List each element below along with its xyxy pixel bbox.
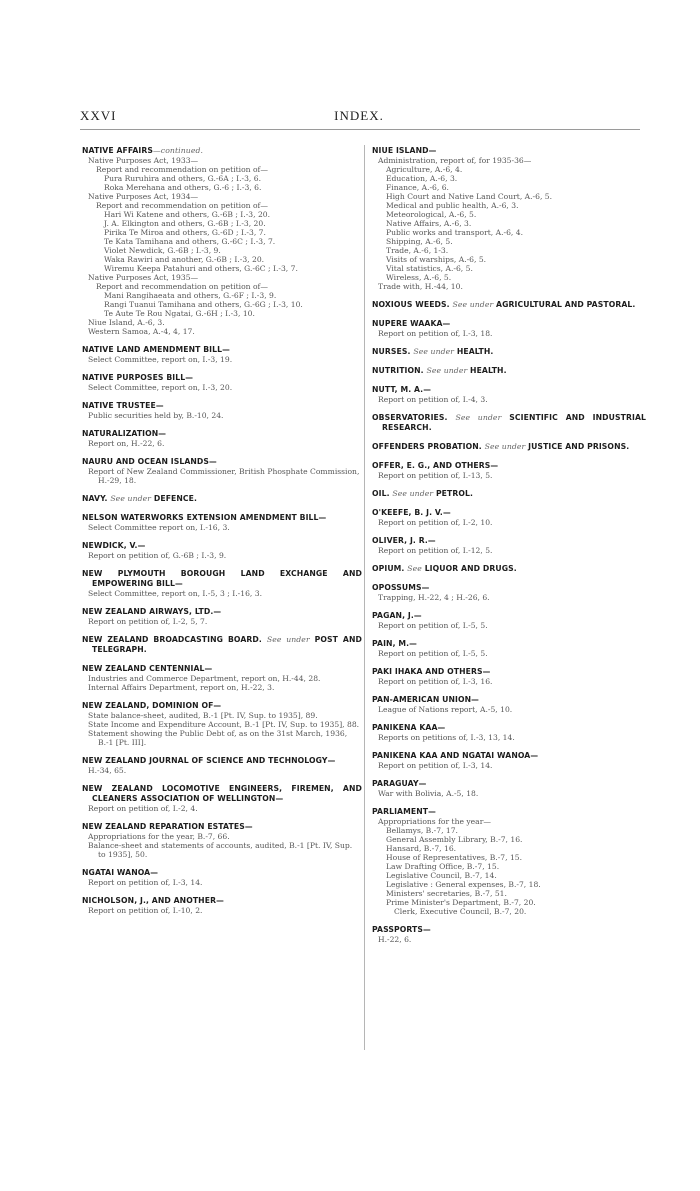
entry-line: Report on petition of, I.-13, 5. [378, 471, 493, 480]
heading-text: NEW ZEALAND, DOMINION OF— [82, 701, 222, 710]
entry-line: Report on petition of, G.-6B ; I.-3, 9. [88, 551, 227, 560]
entry-line: Industries and Commerce Department, report on, H.-44, 28. [88, 674, 321, 683]
entry-heading [82, 541, 362, 551]
entry-line: Mani Rangihaeata and others, G.-6F ; I.-3, 9. [104, 291, 277, 300]
entry-line: Wiremu Keepa Patahuri and others, G.-6C ; I.-3, 7. [104, 264, 298, 273]
index-entry [372, 536, 646, 555]
see-under-note: See under [426, 366, 468, 375]
entry-line: Ministers' secretaries, B.-7, 51. [386, 889, 507, 898]
entry-heading [82, 701, 362, 711]
index-column-left [82, 146, 362, 924]
heading-text: PAIN, M.— [372, 639, 417, 648]
entry-heading [372, 366, 646, 376]
entry-line: J. A. Elkington and others, G.-6B ; I.-3, 20. [104, 219, 266, 228]
entry-line: Niue Island, A.-6, 3. [88, 318, 165, 327]
index-entry [372, 319, 646, 338]
heading-text: NAURU AND OCEAN ISLANDS— [82, 457, 217, 466]
heading-text: OPOSSUMS— [372, 583, 430, 592]
entry-heading [372, 489, 646, 499]
continued-note: —continued. [153, 146, 204, 155]
entry-line: Statement showing the Public Debt of, as on the 31st March, 1936, B.-1 [Pt. III]. [88, 729, 348, 747]
index-entry [372, 366, 646, 376]
heading-text: PAN-AMERICAN UNION— [372, 695, 479, 704]
heading-text: PASSPORTS— [372, 925, 431, 934]
index-entry [82, 635, 362, 655]
entry-heading [82, 756, 362, 766]
index-entry [82, 457, 362, 485]
entry-line: Waka Rawiri and another, G.-6B ; I.-3, 20. [104, 255, 265, 264]
entry-line: Hari Wi Katene and others, G.-6B ; I.-3, 20. [104, 210, 271, 219]
entry-line: Select Committee report on, I.-16, 3. [88, 523, 230, 532]
entry-line: Report on petition of, I.-2, 5, 7. [88, 617, 208, 626]
index-entry [372, 925, 646, 944]
entry-heading [372, 347, 646, 357]
see-under-note: See under [110, 494, 152, 503]
entry-line: Western Samoa, A.-4, 4, 17. [88, 327, 195, 336]
entry-heading [82, 635, 362, 655]
entry-line: Trapping, H.-22, 4 ; H.-26, 6. [378, 593, 490, 602]
entry-line: Bellamys, B.-7, 17. [386, 826, 458, 835]
entry-line: H.-22, 6. [378, 935, 412, 944]
heading-text: PARAGUAY— [372, 779, 427, 788]
heading-text: OFFENDERS PROBATION. [372, 442, 482, 451]
entry-line: Balance-sheet and statements of accounts, audited, B.-1 [Pt. IV, Sup. to 1935], 50. [88, 841, 353, 859]
entry-line: Report on petition of, I.-4, 3. [378, 395, 488, 404]
index-entry [82, 429, 362, 448]
entry-line: Prime Minister's Department, B.-7, 20. [386, 898, 536, 907]
index-entry [372, 442, 646, 452]
heading-text: NURSES. [372, 347, 411, 356]
heading-text: NOXIOUS WEEDS. [372, 300, 450, 309]
entry-heading [82, 896, 362, 906]
entry-line: Report of New Zealand Commissioner, British Phosphate Commission, H.-29, 18. [88, 467, 360, 485]
see-under-note: See under [392, 489, 434, 498]
entry-line: Hansard, B.-7, 16. [386, 844, 457, 853]
index-entry [372, 667, 646, 686]
entry-line: Clerk, Executive Council, B.-7, 20. [394, 907, 527, 916]
entry-line: Report and recommendation on petition of— [96, 282, 268, 291]
heading-text: NEW ZEALAND LOCOMOTIVE ENGINEERS, FIREMEN, AND CLEANERS ASSOCIATION OF WELLINGTON— [82, 784, 362, 803]
entry-line: Meteorological, A.-6, 5. [386, 210, 477, 219]
heading-text: PANIKENA KAA AND NGATAI WANOA— [372, 751, 539, 760]
entry-line: Violet Newdick, G.-6B ; I.-3, 9. [104, 246, 221, 255]
index-entry [372, 564, 646, 574]
index-entry [372, 583, 646, 602]
entry-heading [82, 373, 362, 383]
entry-line: Report on petition of, I.-2, 10. [378, 518, 493, 527]
heading-text: NGATAI WANOA— [82, 868, 159, 877]
index-entry [82, 896, 362, 915]
entry-line: Select Committee, report on, I.-3, 20. [88, 383, 233, 392]
entry-heading [372, 639, 646, 649]
entry-line: Law Drafting Office, B.-7, 15. [386, 862, 500, 871]
heading-text: NUPERE WAAKA— [372, 319, 451, 328]
cross-reference: JUSTICE AND PRISONS. [528, 442, 630, 451]
heading-text: NICHOLSON, J., AND ANOTHER— [82, 896, 224, 905]
index-entry [82, 822, 362, 859]
index-entry [82, 607, 362, 626]
index-entry [82, 701, 362, 747]
index-entry [372, 461, 646, 480]
see-under-note: See under [484, 442, 526, 451]
heading-text: NEW PLYMOUTH BOROUGH LAND EXCHANGE AND EMPOWERING BILL— [82, 569, 362, 588]
entry-line: State balance-sheet, audited, B.-1 [Pt. IV, Sup. to 1935], 89. [88, 711, 318, 720]
entry-line: Te Aute Te Rou Ngatai, G.-6H ; I.-3, 10. [104, 309, 255, 318]
index-entry [372, 508, 646, 527]
index-entry [372, 385, 646, 404]
heading-text: NEW ZEALAND CENTENNIAL— [82, 664, 213, 673]
index-entry [372, 300, 646, 310]
entry-line: Report on petition of, I.-3, 16. [378, 677, 493, 686]
index-entry [82, 373, 362, 392]
entry-line: Public works and transport, A.-6, 4. [386, 228, 523, 237]
heading-text: NATURALIZATION— [82, 429, 167, 438]
entry-line: Report on, H.-22, 6. [88, 439, 165, 448]
entry-line: Wireless, A.-6, 5. [386, 273, 452, 282]
entry-line: Report on petition of, I.-12, 5. [378, 546, 493, 555]
entry-line: Report on petition of, I.-3, 14. [88, 878, 203, 887]
entry-line: Vital statistics, A.-6, 5. [386, 264, 473, 273]
index-entry [82, 345, 362, 364]
entry-line: Report on petition of, I.-5, 5. [378, 649, 488, 658]
entry-line: Te Kata Tamihana and others, G.-6C ; I.-3, 7. [104, 237, 276, 246]
entry-heading [372, 300, 646, 310]
see-under-note: See under [452, 300, 494, 309]
entry-line: Report on petition of, I.-5, 5. [378, 621, 488, 630]
see-under-note: See under [413, 347, 455, 356]
entry-heading [372, 807, 646, 817]
entry-line: Trade with, H.-44, 10. [378, 282, 463, 291]
entry-heading [82, 664, 362, 674]
heading-text: NATIVE LAND AMENDMENT BILL— [82, 345, 230, 354]
entry-line: General Assembly Library, B.-7, 16. [386, 835, 523, 844]
index-entry [372, 413, 646, 433]
entry-line: Internal Affairs Department, report on, H.-22, 3. [88, 683, 275, 692]
heading-text: OBSERVATORIES. [372, 413, 448, 422]
see-under-note: See [407, 564, 422, 573]
entry-line: War with Bolivia, A.-5, 18. [378, 789, 479, 798]
entry-heading [372, 146, 646, 156]
heading-text: NATIVE TRUSTEE— [82, 401, 164, 410]
index-entry [372, 723, 646, 742]
heading-text: NEW ZEALAND REPARATION ESTATES— [82, 822, 253, 831]
entry-line: Report on petition of, I.-2, 4. [88, 804, 198, 813]
cross-reference: PETROL. [435, 489, 474, 498]
entry-heading [82, 345, 362, 355]
entry-line: Native Purposes Act, 1935— [88, 273, 199, 282]
entry-heading [372, 319, 646, 329]
index-entry [372, 146, 646, 291]
entry-line: Pirika Te Miroa and others, G.-6D ; I.-3, 7. [104, 228, 266, 237]
heading-text: NELSON WATERWORKS EXTENSION AMENDMENT BILL— [82, 513, 327, 522]
entry-line: State Income and Expenditure Account, B.-1 [Pt. IV, Sup. to 1935], 88. [88, 720, 360, 729]
entry-line: Trade, A.-6, 1-3. [386, 246, 449, 255]
page-number: XXVI [80, 108, 117, 123]
index-entry [372, 779, 646, 798]
entry-heading [82, 822, 362, 832]
entry-heading [82, 607, 362, 617]
entry-heading [82, 569, 362, 589]
entry-line: Appropriations for the year, B.-7, 66. [88, 832, 230, 841]
heading-text: O'KEEFE, B. J. V.— [372, 508, 451, 517]
heading-text: NATIVE PURPOSES BILL— [82, 373, 194, 382]
entry-line: Reports on petitions of, I.-3, 13, 14. [378, 733, 515, 742]
index-entry [82, 664, 362, 692]
entry-heading [372, 508, 646, 518]
entry-line: Report on petition of, I.-3, 18. [378, 329, 493, 338]
entry-line: League of Nations report, A.-5, 10. [378, 705, 513, 714]
entry-line: Administration, report of, for 1935-36— [378, 156, 532, 165]
entry-heading [82, 513, 362, 523]
cross-reference: DEFENCE. [153, 494, 198, 503]
entry-heading [372, 442, 646, 452]
heading-text: PAGAN, J.— [372, 611, 422, 620]
entry-heading [372, 667, 646, 677]
heading-text: NEW ZEALAND AIRWAYS, LTD.— [82, 607, 222, 616]
index-entry [82, 756, 362, 775]
index-entry [372, 751, 646, 770]
entry-line: Roka Merehana and others, G.-6 ; I.-3, 6. [104, 183, 262, 192]
entry-line: Report on petition of, I.-10, 2. [88, 906, 203, 915]
entry-line: House of Representatives, B.-7, 15. [386, 853, 523, 862]
index-entry [82, 494, 362, 504]
index-entry [372, 695, 646, 714]
entry-heading [82, 868, 362, 878]
entry-line: H.-34, 65. [88, 766, 127, 775]
entry-line: Medical and public health, A.-6, 3. [386, 201, 519, 210]
entry-line: Agriculture, A.-6, 4. [386, 165, 463, 174]
header-rule [80, 129, 640, 130]
index-entry [372, 489, 646, 499]
entry-heading [372, 723, 646, 733]
heading-text: OLIVER, J. R.— [372, 536, 436, 545]
index-entry [82, 513, 362, 532]
entry-heading [372, 611, 646, 621]
entry-heading [372, 751, 646, 761]
entry-line: Report on petition of, I.-3, 14. [378, 761, 493, 770]
index-entry [372, 807, 646, 916]
entry-heading [82, 146, 362, 156]
index-entry [82, 146, 362, 336]
index-entry [372, 611, 646, 630]
entry-heading [82, 784, 362, 804]
cross-reference: POST AND TELEGRAPH. [92, 635, 362, 654]
entry-heading [82, 401, 362, 411]
entry-line: Finance, A.-6, 6. [386, 183, 449, 192]
heading-text: PARLIAMENT— [372, 807, 436, 816]
entry-line: Pura Ruruhira and others, G.-6A ; I.-3, 6. [104, 174, 262, 183]
heading-text: NAVY. [82, 494, 108, 503]
entry-heading [372, 779, 646, 789]
heading-text: NATIVE AFFAIRS [82, 146, 154, 155]
entry-line: Visits of warships, A.-6, 5. [386, 255, 487, 264]
index-entry [82, 868, 362, 887]
entry-line: Native Affairs, A.-6, 3. [386, 219, 472, 228]
entry-heading [372, 583, 646, 593]
entry-line: Shipping, A.-6, 5. [386, 237, 453, 246]
see-under-note: See under [266, 635, 310, 644]
entry-line: Native Purposes Act, 1933— [88, 156, 199, 165]
entry-heading [82, 494, 362, 504]
index-entry [82, 569, 362, 598]
entry-line: Appropriations for the year— [378, 817, 491, 826]
heading-text: OPIUM. [372, 564, 405, 573]
heading-text: NIUE ISLAND— [372, 146, 437, 155]
entry-line: Select Committee, report on, I.-5, 3 ; I.-16, 3. [88, 589, 262, 598]
heading-text: NUTT, M. A.— [372, 385, 431, 394]
entry-line: Report and recommendation on petition of— [96, 165, 268, 174]
entry-heading [372, 536, 646, 546]
entry-heading [372, 925, 646, 935]
cross-reference: HEALTH. [456, 347, 494, 356]
cross-reference: SCIENTIFIC AND INDUSTRIAL RESEARCH. [382, 413, 647, 432]
entry-line: Rangi Tuanui Tamihana and others, G.-6G ; I.-3, 10. [104, 300, 303, 309]
entry-line: Legislative : General expenses, B.-7, 18. [386, 880, 541, 889]
index-entry [372, 639, 646, 658]
index-entry [372, 347, 646, 357]
page-header [80, 108, 638, 128]
heading-text: NEW ZEALAND JOURNAL OF SCIENCE AND TECHNOLOGY— [82, 756, 336, 765]
index-entry [82, 401, 362, 420]
index-entry [82, 541, 362, 560]
entry-line: Select Committee, report on, I.-3, 19. [88, 355, 233, 364]
heading-text: NEWDICK, V.— [82, 541, 146, 550]
entry-heading [372, 413, 646, 433]
entry-line: Legislative Council, B.-7, 14. [386, 871, 497, 880]
index-column-right [372, 146, 646, 953]
cross-reference: LIQUOR AND DRUGS. [424, 564, 517, 573]
heading-text: PANIKENA KAA— [372, 723, 446, 732]
entry-line: High Court and Native Land Court, A.-6, 5. [386, 192, 553, 201]
heading-text: NUTRITION. [372, 366, 424, 375]
column-divider [364, 145, 365, 1050]
entry-heading [372, 461, 646, 471]
cross-reference: AGRICULTURAL AND PASTORAL. [496, 300, 636, 309]
heading-text: PAKI IHAKA AND OTHERS— [372, 667, 491, 676]
cross-reference: HEALTH. [470, 366, 507, 375]
entry-line: Education, A.-6, 3. [386, 174, 458, 183]
heading-text: OIL. [372, 489, 390, 498]
entry-heading [372, 695, 646, 705]
see-under-note: See under [455, 413, 502, 422]
entry-line: Public securities held by, B.-10, 24. [88, 411, 224, 420]
heading-text: NEW ZEALAND BROADCASTING BOARD. [82, 635, 262, 644]
heading-text: OFFER, E. G., AND OTHERS— [372, 461, 499, 470]
index-entry [82, 784, 362, 813]
entry-heading [372, 564, 646, 574]
entry-heading [82, 457, 362, 467]
entry-line: Native Purposes Act, 1934— [88, 192, 199, 201]
entry-heading [372, 385, 646, 395]
running-title: INDEX. [334, 108, 384, 123]
entry-line: Report and recommendation on petition of— [96, 201, 268, 210]
entry-heading [82, 429, 362, 439]
